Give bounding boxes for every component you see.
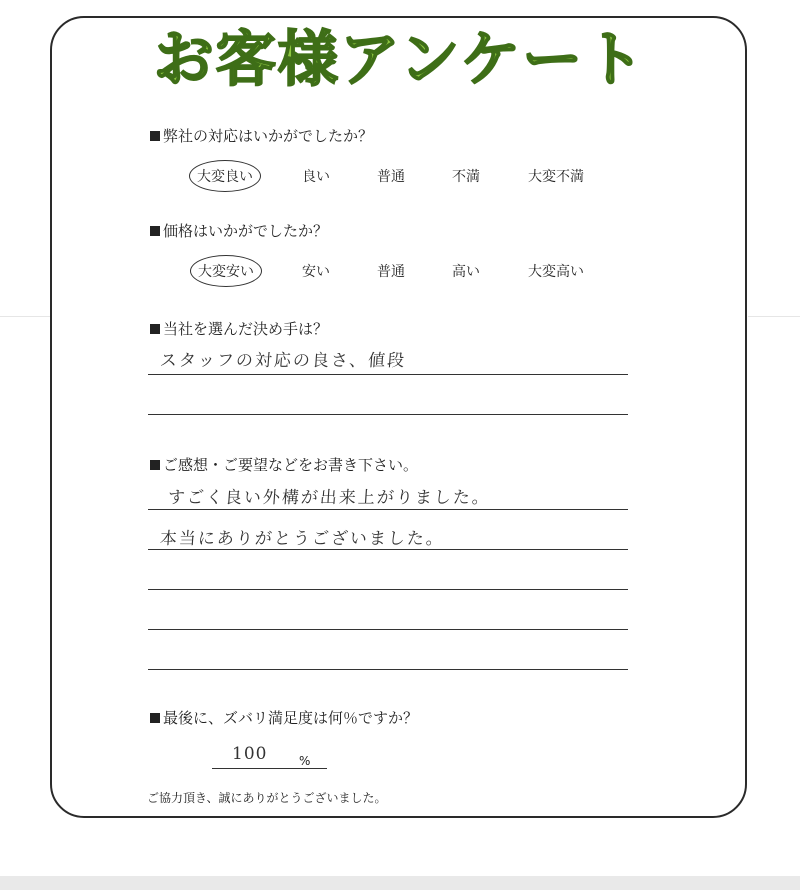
options-price	[0, 261, 800, 285]
survey-title: お客様アンケート	[153, 25, 647, 95]
scan-edge	[0, 876, 800, 890]
option-price-4[interactable]: 高い	[452, 264, 480, 280]
bullet-square-icon	[150, 324, 160, 334]
question-service-label: 弊社の対応はいかがでしたか？	[163, 127, 374, 145]
bullet-square-icon	[150, 131, 160, 141]
bullet-square-icon	[150, 226, 160, 236]
satisfaction-line	[212, 768, 327, 769]
question-reason	[150, 318, 328, 339]
question-comments	[150, 454, 418, 475]
comments-answer-line-2: 本当にありがとうございました。	[159, 529, 446, 549]
option-service-5[interactable]: 大変不満	[528, 169, 584, 185]
option-price-2[interactable]: 安い	[302, 264, 330, 280]
option-service-1[interactable]: 大変良い	[197, 166, 253, 186]
question-satisfaction-label: 最後に、ズバリ満足度は何％ですか？	[163, 709, 419, 727]
options-service	[0, 166, 800, 190]
satisfaction-value: 100	[232, 744, 268, 764]
comments-line-5	[148, 669, 628, 670]
option-price-5[interactable]: 大変高い	[528, 264, 584, 280]
option-service-3[interactable]: 普通	[377, 169, 405, 185]
bullet-square-icon	[150, 460, 160, 470]
reason-line-2	[148, 414, 628, 415]
comments-line-4	[148, 629, 628, 630]
fold-mark-left	[0, 316, 50, 317]
option-price-3[interactable]: 普通	[377, 264, 405, 280]
question-comments-label: ご感想・ご要望などをお書き下さい。	[163, 456, 419, 474]
question-satisfaction	[150, 707, 418, 728]
reason-line-1	[148, 374, 628, 375]
option-service-4[interactable]: 不満	[452, 169, 480, 185]
comments-answer-line-1: すごく良い外構が出来上がりました。	[167, 488, 492, 508]
question-service	[150, 125, 373, 146]
satisfaction-unit: %	[299, 754, 311, 768]
comments-line-1	[148, 509, 628, 510]
option-price-1[interactable]: 大変安い	[198, 261, 254, 281]
comments-line-3	[148, 589, 628, 590]
question-reason-label: 当社を選んだ決め手は？	[163, 320, 329, 338]
comments-line-2	[148, 549, 628, 550]
thank-you-footer: ご協力頂き、誠にありがとうございました。	[147, 791, 387, 805]
question-price	[150, 220, 328, 241]
fold-mark-right	[748, 316, 800, 317]
option-service-2[interactable]: 良い	[302, 169, 330, 185]
question-price-label: 価格はいかがでしたか？	[163, 222, 329, 240]
reason-answer-line-1: スタッフの対応の良さ、値段	[159, 351, 407, 371]
bullet-square-icon	[150, 713, 160, 723]
